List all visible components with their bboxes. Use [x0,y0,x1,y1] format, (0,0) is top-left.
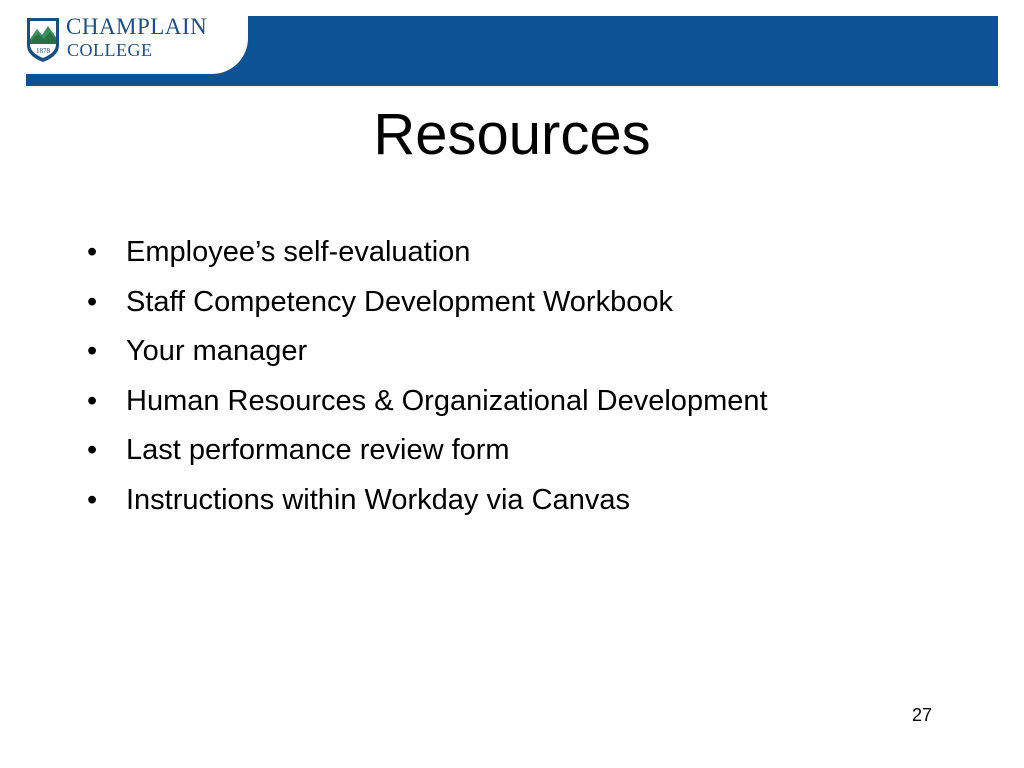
bullet-icon: • [87,335,98,367]
bullet-list [87,228,768,525]
bullet-icon: • [87,434,98,466]
bullet-icon: • [87,236,98,268]
slide-title: Resources [373,102,651,167]
bullet-icon: • [87,384,98,417]
bullet-item [87,476,768,526]
page-number: 27 [912,705,933,725]
logo-wordmark-line2: COLLEGE [67,40,153,60]
bullet-item [87,426,768,476]
logo-wordmark-line1: CHAMPLAIN [66,14,208,39]
bullet-text: Human Resources & Organizational Development [126,384,768,417]
champlain-shield-icon [26,17,60,63]
bullet-text: Last performance review form [126,434,510,466]
bullet-item [87,228,768,278]
bullet-text: Employee’s self-evaluation [126,236,471,268]
svg-text:1878: 1878 [36,47,50,55]
bullet-item [87,377,768,427]
bullet-text: Instructions within Workday via Canvas [126,483,630,516]
bullet-icon: • [87,483,98,516]
bullet-icon: • [87,285,98,318]
college-logo [0,0,248,74]
bullet-text: Your manager [126,335,308,367]
bullet-text: Staff Competency Development Workbook [126,285,673,318]
bullet-item [87,278,768,328]
bullet-item [87,327,768,377]
